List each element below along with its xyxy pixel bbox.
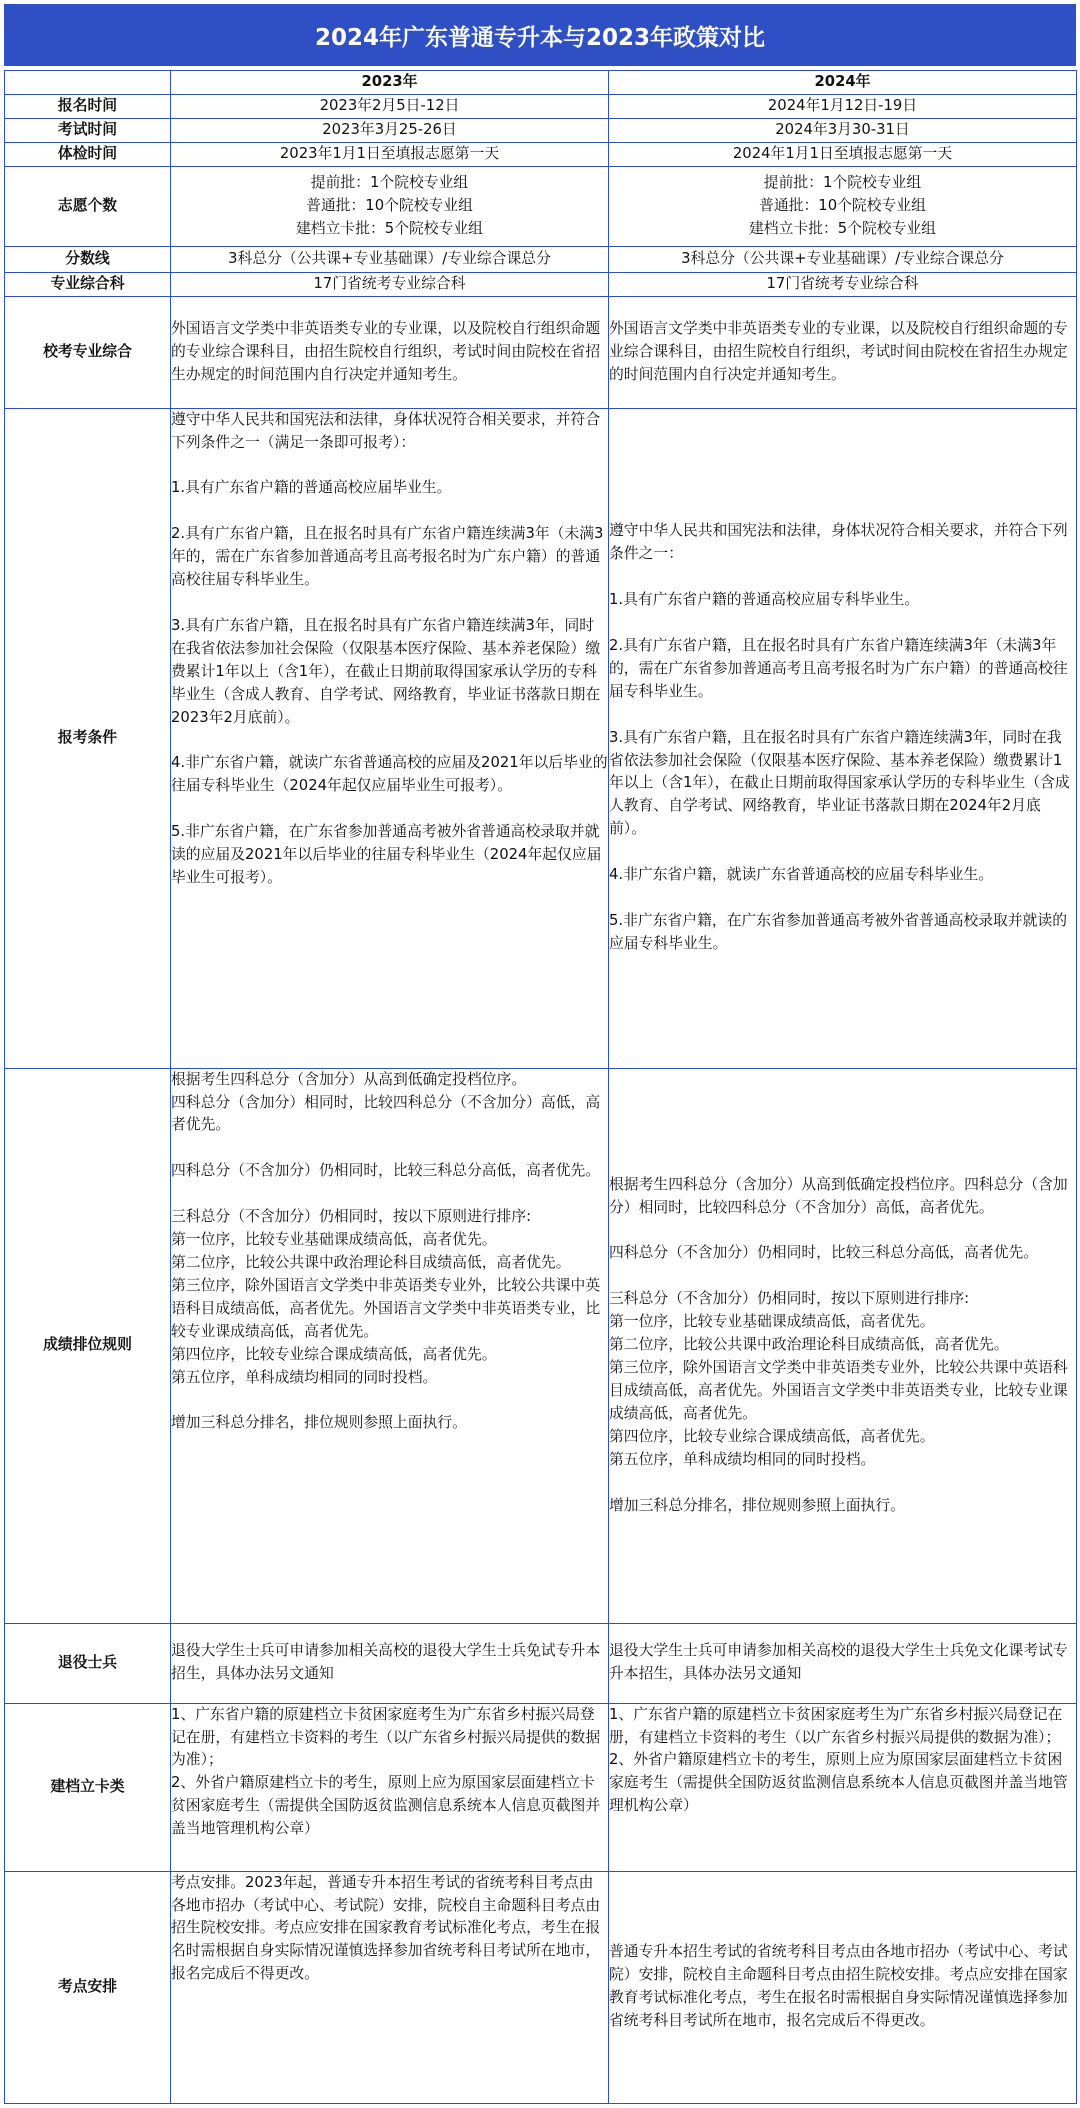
- conditions-2023: [171, 408, 609, 1068]
- table-row: [5, 142, 1077, 166]
- table-row: [5, 94, 1077, 118]
- table-row: [5, 272, 1077, 296]
- school-exam-2023: 外国语言文学类中非英语类专业的专业课，以及院校自行组织命题的专业综合课科目，由招生院校自行组织，考试时间由院校在省招生办规定的时间范围内自行决定并通知考生。: [171, 296, 609, 408]
- registration-2023: 2023年2月5日-12日: [171, 94, 609, 118]
- ranking-2023: [171, 1068, 609, 1623]
- row-label-school-exam: 校考专业综合: [5, 296, 171, 408]
- conditions-2023-text: 遵守中华人民共和国宪法和法律，身体状况符合相关要求，并符合下列条件之一（满足一条即可报考）： 1.具有广东省户籍的普通高校应届毕业生。 2.具有广东省户籍，且在报名时具有广东省户籍连续满3年（未满3年的，需在广东省参加普通高考且高考报名时为广东户籍）的普通高校往届专科毕业生。 3.具有广东省户籍，且在报名时具有广东省户籍连续满3年，同时在我省依法参加社会保险（仅限基本医疗保险、基本养老保险）缴费累计1年以上（含1年），在截止日期前取得国家承认学历的专科毕业生（含成人教育、自学考试、网络教育，毕业证书落款日期在2023年2月底前）。 4.非广东省户籍，就读广东省普通高校的应届及2021年以后毕业的往届专科毕业生（2024年起仅应届毕业生可报考）。 5.非广东省户籍，在广东省参加普通高考被外省普通高校录取并就读的应届及2021年以后毕业的往届专科毕业生（2024年起仅应届毕业生可报考）。: [171, 410, 608, 887]
- conditions-2024-text: 遵守中华人民共和国宪法和法律，身体状况符合相关要求，并符合下列条件之一： 1.具有广东省户籍的普通高校应届专科毕业生。 2.具有广东省户籍，且在报名时具有广东省户籍连续满3年（未满3年的，需在广东省参加普通高考且高考报名时为广东户籍）的普通高校往届专科毕业生。 3.具有广东省户籍，且在报名时具有广东省户籍连续满3年，同时在我省依法参加社会保险（仅限基本医疗保险、基本养老保险）缴费累计1年以上（含1年），在截止日期前取得国家承认学历的专科毕业生（含成人教育、自学考试、网络教育，毕业证书落款日期在2024年2月底前）。 4.非广东省户籍，就读广东省普通高校的应届专科毕业生。 5.非广东省户籍，在广东省参加普通高考被外省普通高校录取并就读的应届专科毕业生。: [609, 522, 1070, 952]
- row-label-physical: 体检时间: [5, 142, 171, 166]
- veterans-2023: 退役大学生士兵可申请参加相关高校的退役大学生士兵免试专升本招生，具体办法另文通知: [171, 1623, 609, 1703]
- score-line-2023: 3科总分（公共课+专业基础课）/专业综合课总分: [171, 246, 609, 272]
- row-label-exam: 考试时间: [5, 118, 171, 142]
- row-label-poverty: 建档立卡类: [5, 1703, 171, 1871]
- choices-2023-text: 提前批：1个院校专业组 普通批：10个院校专业组 建档立卡批：5个院校专业组: [296, 173, 483, 237]
- choices-2024: [609, 166, 1077, 246]
- table-row: [5, 296, 1077, 408]
- header-row: [5, 71, 1077, 95]
- page-title: 2024年广东普通专升本与2023年政策对比: [4, 4, 1076, 66]
- poverty-2023: [171, 1703, 609, 1871]
- row-label-conditions: 报考条件: [5, 408, 171, 1068]
- row-label-venue: 考点安排: [5, 1871, 171, 2103]
- venue-2023: 考点安排。2023年起，普通专升本招生考试的省统考科目考点由各地市招办（考试中心、考试院）安排，院校自主命题科目考点由招生院校安排。考点应安排在国家教育考试标准化考点，考生在报名时需根据自身实际情况谨慎选择参加省统考科目考试所在地市，报名完成后不得更改。: [171, 1871, 609, 2103]
- header-2024: 2024年: [609, 71, 1077, 95]
- table-row: [5, 246, 1077, 272]
- physical-2024: 2024年1月1日至填报志愿第一天: [609, 142, 1077, 166]
- row-label-subjects: 专业综合科: [5, 272, 171, 296]
- venue-2024: 普通专升本招生考试的省统考科目考点由各地市招办（考试中心、考试院）安排，院校自主命题科目考点由招生院校安排。考点应安排在国家教育考试标准化考点，考生在报名时需根据自身实际情况谨慎选择参加省统考科目考试所在地市，报名完成后不得更改。: [609, 1871, 1077, 2103]
- row-label-ranking: 成绩排位规则: [5, 1068, 171, 1623]
- row-label-choices: 志愿个数: [5, 166, 171, 246]
- ranking-2024: [609, 1068, 1077, 1623]
- poverty-2024: [609, 1703, 1077, 1871]
- comparison-table: [4, 70, 1077, 2104]
- physical-2023: 2023年1月1日至填报志愿第一天: [171, 142, 609, 166]
- table-row: [5, 1068, 1077, 1623]
- table-row: [5, 1623, 1077, 1703]
- score-line-2024: 3科总分（公共课+专业基础课）/专业综合课总分: [609, 246, 1077, 272]
- school-exam-2024: 外国语言文学类中非英语类专业的专业课，以及院校自行组织命题的专业综合课科目，由招生院校自行组织，考试时间由院校在省招生办规定的时间范围内自行决定并通知考生。: [609, 296, 1077, 408]
- choices-2023: [171, 166, 609, 246]
- exam-2023: 2023年3月25-26日: [171, 118, 609, 142]
- row-label-score-line: 分数线: [5, 246, 171, 272]
- choices-2024-text: 提前批：1个院校专业组 普通批：10个院校专业组 建档立卡批：5个院校专业组: [749, 173, 936, 237]
- header-2023: 2023年: [171, 71, 609, 95]
- table-row: [5, 118, 1077, 142]
- exam-2024: 2024年3月30-31日: [609, 118, 1077, 142]
- registration-2024: 2024年1月12日-19日: [609, 94, 1077, 118]
- row-label-registration: 报名时间: [5, 94, 171, 118]
- ranking-2023-text: 根据考生四科总分（含加分）从高到低确定投档位序。 四科总分（含加分）相同时，比较四科总分（不含加分）高低，高者优先。 四科总分（不含加分）仍相同时，比较三科总分高低，高者优先。 三科总分（不含加分）仍相同时，按以下原则进行排序: 第一位序，比较专业基础课成绩高低，高者优先。 第二位序，比较公共课中政治理论科目成绩高低，高者优先。 第三位序，除外国语言文学类中非英语类专业外，比较公共课中英语科目成绩高低，高者优先。外国语言文学类中非英语类专业，比较专业课成绩高低，高者优先。 第四位序，比较专业综合课成绩高低，高者优先。 第五位序，单科成绩均相同的同时投档。 增加三科总分排名，排位规则参照上面执行。: [171, 1070, 601, 1432]
- veterans-2024: 退役大学生士兵可申请参加相关高校的退役大学生士兵免文化课考试专升本招生，具体办法另文通知: [609, 1623, 1077, 1703]
- poverty-2023-text: 1、广东省户籍的原建档立卡贫困家庭考生为广东省乡村振兴局登记在册，有建档立卡资料的考生（以广东省乡村振兴局提供的数据为准）； 2、外省户籍原建档立卡的考生，原则上应为原国家层面建档立卡贫困家庭考生（需提供全国防返贫监测信息系统本人信息页截图并盖当地管理机构公章）: [171, 1705, 601, 1838]
- conditions-2024: [609, 408, 1077, 1068]
- row-label-veterans: 退役士兵: [5, 1623, 171, 1703]
- header-label-cell: [5, 71, 171, 95]
- table-row: [5, 1703, 1077, 1871]
- table-row: [5, 166, 1077, 246]
- subjects-2023: 17门省统考专业综合科: [171, 272, 609, 296]
- ranking-2024-text: 根据考生四科总分（含加分）从高到低确定投档位序。四科总分（含加分）相同时，比较四科总分（不含加分）高低，高者优先。 四科总分（不含加分）仍相同时，比较三科总分高低，高者优先。 三科总分（不含加分）仍相同时，按以下原则进行排序: 第一位序，比较专业基础课成绩高低，高者优先。 第二位序，比较公共课中政治理论科目成绩高低，高者优先。 第三位序，除外国语言文学类中非英语类专业外，比较公共课中英语科目成绩高低，高者优先。外国语言文学类中非英语类专业，比较专业课成绩高低，高者优先。 第四位序，比较专业综合课成绩高低，高者优先。 第五位序，单科成绩均相同的同时投档。 增加三科总分排名，排位规则参照上面执行。: [609, 1175, 1068, 1514]
- poverty-2024-text: 1、广东省户籍的原建档立卡贫困家庭考生为广东省乡村振兴局登记在册，有建档立卡资料的考生（以广东省乡村振兴局提供的数据为准）； 2、外省户籍原建档立卡的考生，原则上应为原国家层面建档立卡贫困家庭考生（需提供全国防返贫监测信息系统本人信息页截图并盖当地管理机构公章）: [609, 1705, 1068, 1815]
- table-row: [5, 408, 1077, 1068]
- table-row: [5, 1871, 1077, 2103]
- subjects-2024: 17门省统考专业综合科: [609, 272, 1077, 296]
